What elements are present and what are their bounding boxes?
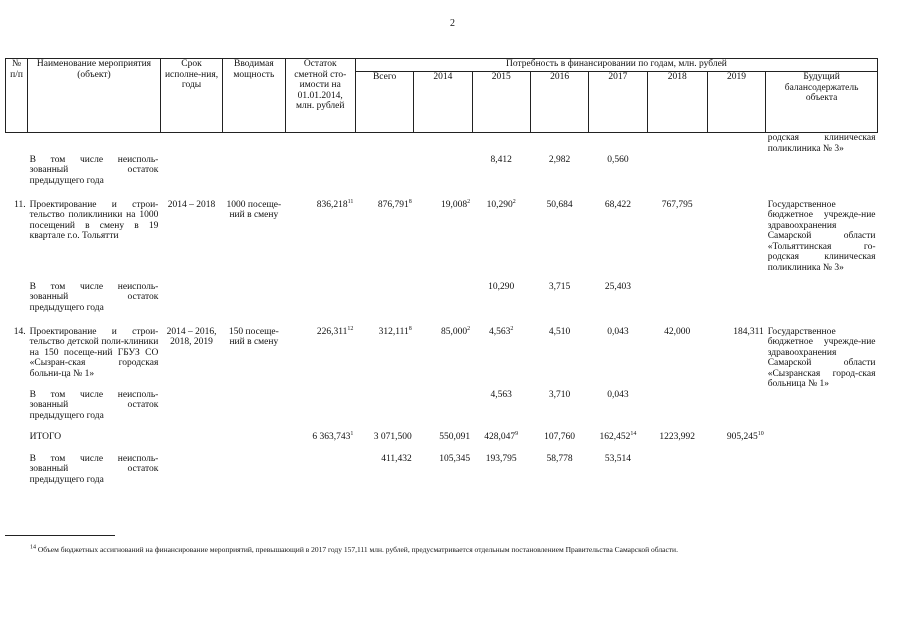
- row-2015: [472, 454, 530, 494]
- row-number: [6, 200, 28, 282]
- page-number: 2: [450, 18, 455, 29]
- row-total: [355, 200, 413, 282]
- row-name-value: Проектирование и строи-тельство поликлиники на 1000 посещений в смену в 19 квартале г.о. Тольятти: [29, 199, 159, 241]
- row-capacity: [223, 133, 285, 155]
- row-name-value: ИТОГО: [29, 431, 62, 442]
- row-term: [160, 155, 222, 200]
- row-2017: [589, 200, 647, 282]
- row-2014: [414, 155, 472, 200]
- table-row: [6, 133, 878, 155]
- row-name: [28, 327, 161, 390]
- table-row: [6, 390, 878, 432]
- header-2019: 2019: [707, 72, 765, 133]
- row-name: [28, 282, 161, 327]
- row-2018: [647, 282, 707, 327]
- row-2014-value: 85,000: [440, 326, 468, 337]
- row-2014: [414, 282, 472, 327]
- table-row: [6, 432, 878, 454]
- row-name: [28, 200, 161, 282]
- row-2017-value: 0,043: [607, 389, 629, 400]
- row-name-value: В том числе неисполь-зованный остаток предыдущего года: [29, 389, 159, 421]
- row-2017: [589, 282, 647, 327]
- row-remainder: [285, 454, 355, 494]
- row-name: [28, 390, 161, 432]
- row-2019: [707, 327, 765, 390]
- row-term: [160, 390, 222, 432]
- row-capacity: [223, 200, 285, 282]
- row-remainder: [285, 327, 355, 390]
- row-2015: [472, 432, 530, 454]
- row-term: [160, 200, 222, 282]
- row-name-value: В том числе неисполь-зованный остаток предыдущего года: [29, 281, 159, 313]
- row-name-value: Проектирование и строи-тельство детской поли-клиники на 150 посеще-ний ГБУЗ СО «Сызран-ская городская больни-ца № 1»: [29, 326, 159, 379]
- row-2018: [647, 327, 707, 390]
- row-name: [28, 133, 161, 155]
- row-owner-value: родская клиническая поликлиника № 3»: [767, 133, 876, 154]
- row-2015-value: 4,563: [489, 326, 511, 337]
- row-2015-footnote-ref: 9: [515, 430, 519, 437]
- row-term: [160, 454, 222, 494]
- row-2016: [530, 200, 588, 282]
- row-owner: [766, 133, 878, 155]
- row-total-footnote-ref: 8: [408, 325, 412, 332]
- row-owner: [766, 432, 878, 454]
- row-capacity: [223, 454, 285, 494]
- table-row: [6, 454, 878, 494]
- row-term-value: 2014 – 2016, 2018, 2019: [166, 326, 217, 347]
- row-remainder-value: 226,311: [316, 326, 348, 337]
- row-2016-value: 50,684: [546, 199, 573, 210]
- financing-table: [5, 58, 878, 494]
- footnote-text: Объем бюджетных ассигнований на финансирование мероприятий, превышающий в 2017 году 157,111 млн. рублей, предусматривается отдельным постановлением Правительства Самарской области.: [36, 545, 678, 554]
- row-owner: [766, 155, 878, 200]
- row-2019-footnote-ref: 10: [757, 430, 764, 437]
- row-remainder-value: 6 363,743: [312, 431, 351, 442]
- row-total-footnote-ref: 8: [408, 198, 412, 205]
- row-remainder: [285, 200, 355, 282]
- row-remainder: [285, 155, 355, 200]
- row-2017-value: 68,422: [604, 199, 631, 210]
- row-2014-value: 550,091: [439, 431, 471, 442]
- row-2015-value: 10,290: [488, 281, 515, 292]
- row-number-value: 11.: [14, 199, 26, 210]
- row-2019: [707, 282, 765, 327]
- row-2018: [647, 432, 707, 454]
- header-remainder: Остаток сметной сто-имости на 01.01.2014, млн. рублей: [285, 59, 355, 133]
- header-2014: 2014: [414, 72, 472, 133]
- table-row: [6, 327, 878, 390]
- table-row: [6, 282, 878, 327]
- row-name: [28, 155, 161, 200]
- row-2017-value: 0,560: [607, 154, 629, 165]
- row-2015-footnote-ref: 2: [512, 198, 516, 205]
- row-2015: [472, 390, 530, 432]
- footnote-divider: [5, 535, 115, 536]
- row-name-value: В том числе неисполь-зованный остаток предыдущего года: [29, 154, 159, 186]
- row-2019: [707, 454, 765, 494]
- row-2014-footnote-ref: 2: [467, 198, 471, 205]
- row-2018: [647, 133, 707, 155]
- row-remainder-footnote-ref: 1: [350, 430, 354, 437]
- row-2014-value: 105,345: [439, 453, 471, 464]
- row-2018: [647, 200, 707, 282]
- row-number: [6, 133, 28, 155]
- row-remainder: [285, 432, 355, 454]
- row-owner: [766, 327, 878, 390]
- row-term: [160, 432, 222, 454]
- row-total: [355, 390, 413, 432]
- row-owner: [766, 390, 878, 432]
- row-number: [6, 390, 28, 432]
- row-remainder-footnote-ref: 11: [347, 198, 354, 205]
- row-2019-value: 905,245: [726, 431, 758, 442]
- row-2014-footnote-ref: 2: [467, 325, 471, 332]
- row-2018: [647, 454, 707, 494]
- row-2017-footnote-ref: 14: [630, 430, 637, 437]
- row-remainder-value: 836,218: [316, 199, 348, 210]
- row-2017-value: 0,043: [607, 326, 629, 337]
- row-2015-footnote-ref: 2: [510, 325, 514, 332]
- row-2015: [472, 327, 530, 390]
- header-2015: 2015: [472, 72, 530, 133]
- row-2017: [589, 327, 647, 390]
- table-row: [6, 200, 878, 282]
- row-owner: [766, 454, 878, 494]
- row-2016: [530, 432, 588, 454]
- row-2014: [414, 327, 472, 390]
- row-2016-value: 3,715: [548, 281, 571, 292]
- row-owner-value: Государственное бюджетное учрежде-ние здравоохранения Самарской области «Тольяттинская го-родская клиническая поликлиника № 3»: [767, 199, 876, 273]
- row-2015: [472, 200, 530, 282]
- row-term: [160, 327, 222, 390]
- row-capacity: [223, 432, 285, 454]
- row-total-value: 312,111: [378, 326, 409, 337]
- row-2015: [472, 133, 530, 155]
- row-remainder-footnote-ref: 12: [347, 325, 354, 332]
- row-2016-value: 58,778: [546, 453, 573, 464]
- row-2016: [530, 155, 588, 200]
- row-2015-value: 428,047: [484, 431, 516, 442]
- row-name-value: В том числе неисполь-зованный остаток предыдущего года: [29, 453, 159, 485]
- row-term: [160, 282, 222, 327]
- header-name: Наименование мероприятия (объект): [28, 59, 161, 133]
- row-2014-value: 19,008: [440, 199, 468, 210]
- row-owner: [766, 282, 878, 327]
- row-2014: [414, 133, 472, 155]
- row-2016-value: 107,760: [544, 431, 575, 442]
- row-remainder: [285, 133, 355, 155]
- row-capacity: [223, 282, 285, 327]
- row-capacity-value: 1000 посеще-ний в смену: [226, 199, 282, 220]
- row-total: [355, 327, 413, 390]
- row-2017: [589, 432, 647, 454]
- row-2015-value: 10,290: [486, 199, 513, 210]
- header-no: № п/п: [6, 59, 28, 133]
- header-need-group: Потребность в финансировании по годам, млн. рублей: [355, 59, 877, 72]
- header-owner: Будущий балансодержатель объекта: [766, 72, 878, 133]
- row-name: [28, 454, 161, 494]
- row-2016: [530, 327, 588, 390]
- row-2019: [707, 155, 765, 200]
- row-2016-value: 3,710: [548, 389, 571, 400]
- row-2017: [589, 133, 647, 155]
- row-total: [355, 155, 413, 200]
- row-term-value: 2014 – 2018: [167, 199, 216, 210]
- row-total: [355, 133, 413, 155]
- footnote: [30, 545, 678, 554]
- header-2016: 2016: [530, 72, 588, 133]
- row-2015-value: 8,412: [490, 154, 512, 165]
- row-total: [355, 454, 413, 494]
- row-2014: [414, 390, 472, 432]
- row-2017: [589, 155, 647, 200]
- row-2018-value: 42,000: [664, 326, 691, 337]
- row-number: [6, 432, 28, 454]
- row-capacity: [223, 390, 285, 432]
- row-2018: [647, 155, 707, 200]
- row-2019: [707, 200, 765, 282]
- row-2017-value: 162,452: [599, 431, 631, 442]
- row-2017: [589, 390, 647, 432]
- row-2017-value: 53,514: [604, 453, 631, 464]
- footnote-mark: 14: [30, 544, 36, 551]
- row-2014: [414, 454, 472, 494]
- header-term: Срок исполне-ния, годы: [160, 59, 222, 133]
- table-body: [6, 133, 878, 494]
- row-2016: [530, 282, 588, 327]
- header-2018: 2018: [647, 72, 707, 133]
- row-total: [355, 432, 413, 454]
- row-2016: [530, 133, 588, 155]
- row-capacity-value: 150 посеще-ний в смену: [228, 326, 279, 347]
- row-total-value: 876,791: [377, 199, 409, 210]
- row-remainder: [285, 390, 355, 432]
- row-owner-value: Государственное бюджетное учрежде-ние здравоохранения Самарской области «Сызранская город-ская больница № 1»: [767, 326, 876, 389]
- row-total-value: 3 071,500: [373, 431, 412, 442]
- row-2019: [707, 390, 765, 432]
- row-2016-value: 2,982: [548, 154, 571, 165]
- row-capacity: [223, 155, 285, 200]
- row-2017: [589, 454, 647, 494]
- table-row: [6, 155, 878, 200]
- row-total: [355, 282, 413, 327]
- header-capacity: Вводимая мощность: [223, 59, 285, 133]
- row-2015: [472, 155, 530, 200]
- row-2015: [472, 282, 530, 327]
- row-total-value: 411,432: [381, 453, 412, 464]
- row-term: [160, 133, 222, 155]
- row-2016-value: 4,510: [548, 326, 571, 337]
- row-number: [6, 155, 28, 200]
- row-capacity: [223, 327, 285, 390]
- row-owner: [766, 200, 878, 282]
- row-number-value: 14.: [13, 326, 26, 337]
- row-2014: [414, 432, 472, 454]
- row-2018: [647, 390, 707, 432]
- row-number: [6, 282, 28, 327]
- row-2019-value: 184,311: [733, 326, 764, 337]
- row-2018-value: 767,795: [661, 199, 693, 210]
- row-2018-value: 1223,992: [659, 431, 696, 442]
- row-number: [6, 327, 28, 390]
- header-2017: 2017: [589, 72, 647, 133]
- row-2019: [707, 133, 765, 155]
- row-2014: [414, 200, 472, 282]
- row-2017-value: 25,403: [604, 281, 631, 292]
- row-name: [28, 432, 161, 454]
- row-2016: [530, 454, 588, 494]
- row-number: [6, 454, 28, 494]
- row-2016: [530, 390, 588, 432]
- row-2019: [707, 432, 765, 454]
- header-total: Всего: [355, 72, 413, 133]
- row-2015-value: 193,795: [485, 453, 517, 464]
- row-remainder: [285, 282, 355, 327]
- row-2015-value: 4,563: [490, 389, 512, 400]
